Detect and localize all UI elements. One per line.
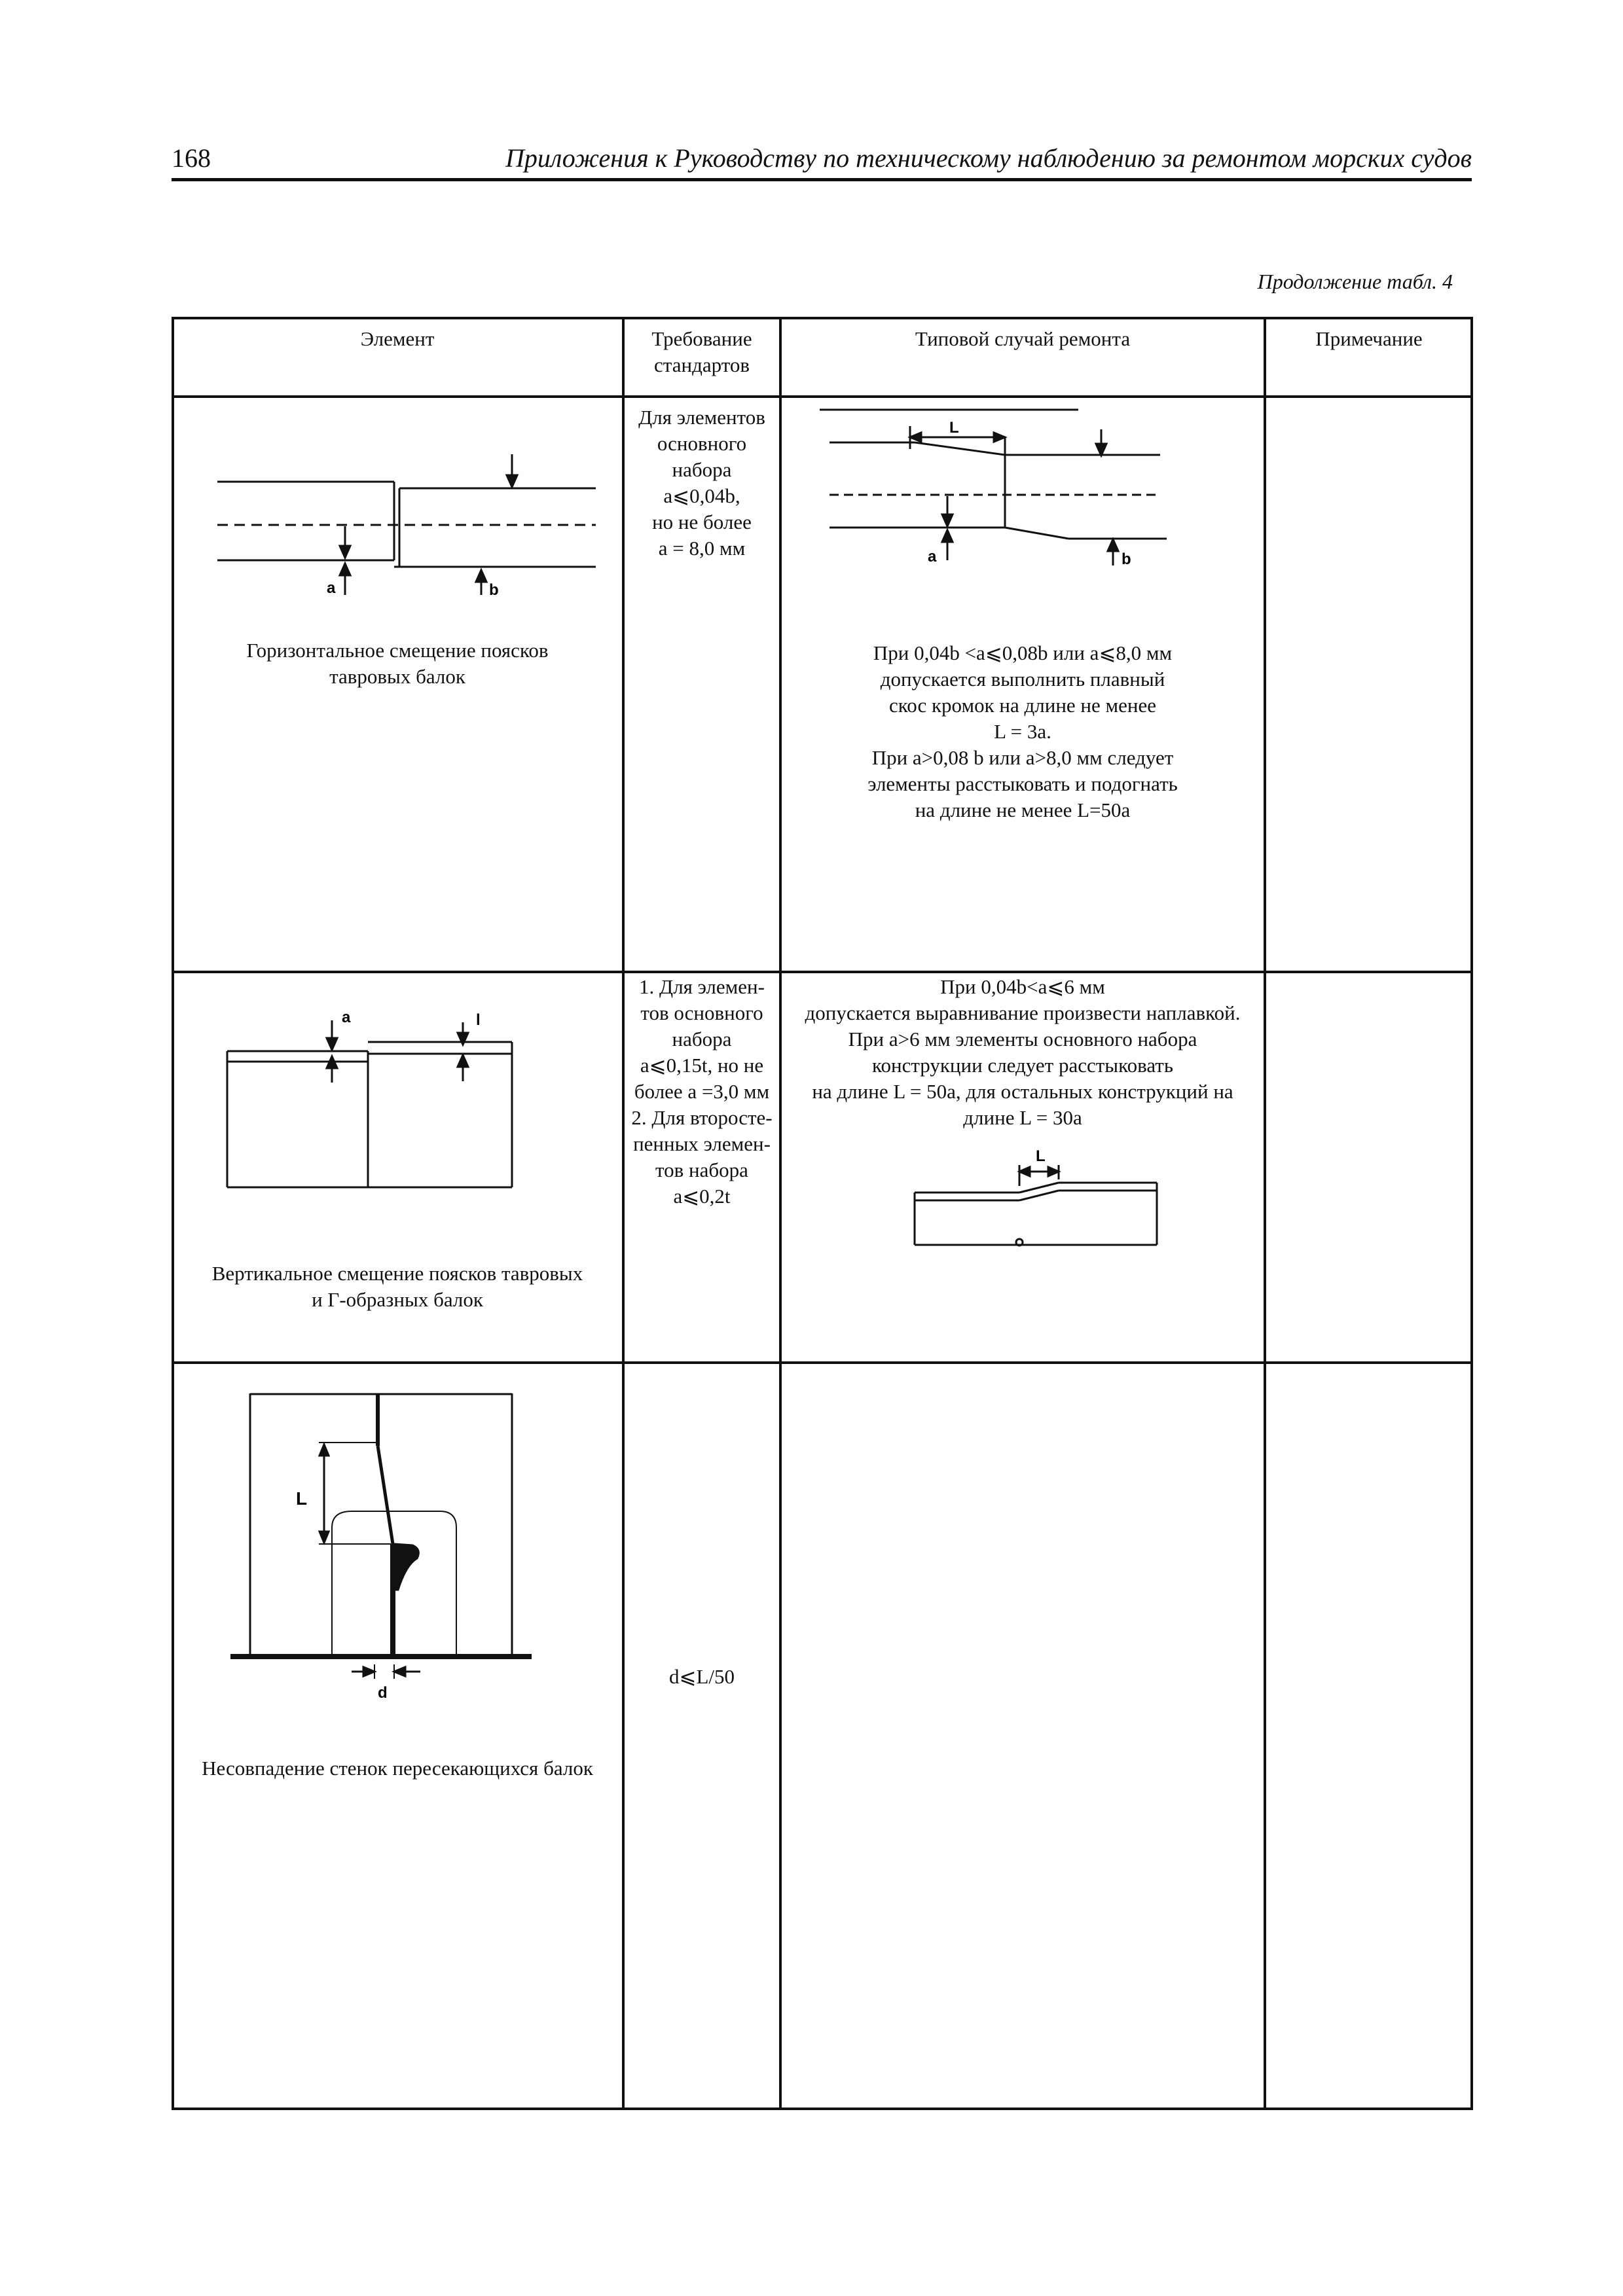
element-caption-web: Несовпадение стенок пересекающихся балок <box>202 1757 593 1780</box>
running-header <box>172 143 1472 179</box>
col-header-requirement: Требование стандартов <box>651 327 752 376</box>
vertical-offset-repair-diagram <box>905 1147 1167 1278</box>
web-misalignment-diagram <box>230 1393 558 1702</box>
repair-horizontal: При 0,04b <a⩽0,08b или a⩽8,0 мм допускается выполнить плавный скос кромок на длине не менее L = 3a. При a>0,08 b или a>8,0 мм следует элементы расстыковать и подогнать на длине не менее L=50a <box>867 641 1178 821</box>
element-caption-horizontal: Горизонтальное смещение поясков тавровых балок <box>246 639 549 688</box>
col-header-repair: Типовой случай ремонта <box>915 327 1131 350</box>
fig-label-a: a <box>928 548 937 565</box>
requirement-horizontal: Для элементов основного набора a⩽0,04b, но не более a = 8,0 мм <box>638 406 765 560</box>
running-title: Приложения к Руководству по техническому наблюдению за ремонтом морских судов <box>505 143 1472 173</box>
fig-label-a: a <box>327 579 336 597</box>
header-rule <box>172 178 1472 181</box>
col-header-element: Элемент <box>360 327 435 350</box>
horizontal-offset-repair-diagram <box>816 403 1183 600</box>
col-header-note: Примечание <box>1315 327 1423 350</box>
table-continuation-label: Продолжение табл. 4 <box>1257 270 1453 293</box>
page-number: 168 <box>172 143 211 173</box>
fig-label-b: b <box>1122 550 1131 568</box>
fig-label-b: b <box>489 581 499 599</box>
requirement-vertical: 1. Для элемен- тов основного набора a⩽0,15t, но не более a =3,0 мм 2. Для второсте- пенных элемен- тов набора a⩽0,2t <box>631 975 773 1208</box>
fig-label-a: a <box>342 1009 351 1026</box>
fig-label-L: L <box>1036 1147 1046 1165</box>
requirement-web: d⩽L/50 <box>668 1665 735 1688</box>
element-caption-vertical: Вертикальное смещение поясков тавровых и Г-образных балок <box>211 1262 583 1311</box>
fig-label-d: d <box>378 1684 388 1702</box>
fig-label-l: l <box>476 1011 481 1029</box>
horizontal-offset-diagram <box>198 448 617 598</box>
fig-label-L: L <box>296 1488 308 1509</box>
vertical-offset-diagram <box>211 991 604 1207</box>
fig-label-L: L <box>949 419 959 437</box>
repair-vertical: При 0,04b<a⩽6 мм допускается выравнивание произвести наплавкой. При a>6 мм элементы основного набора конструкции следует расстыковать на длине L = 50a, для остальных конструкций на длине L = 30a <box>805 975 1241 1129</box>
